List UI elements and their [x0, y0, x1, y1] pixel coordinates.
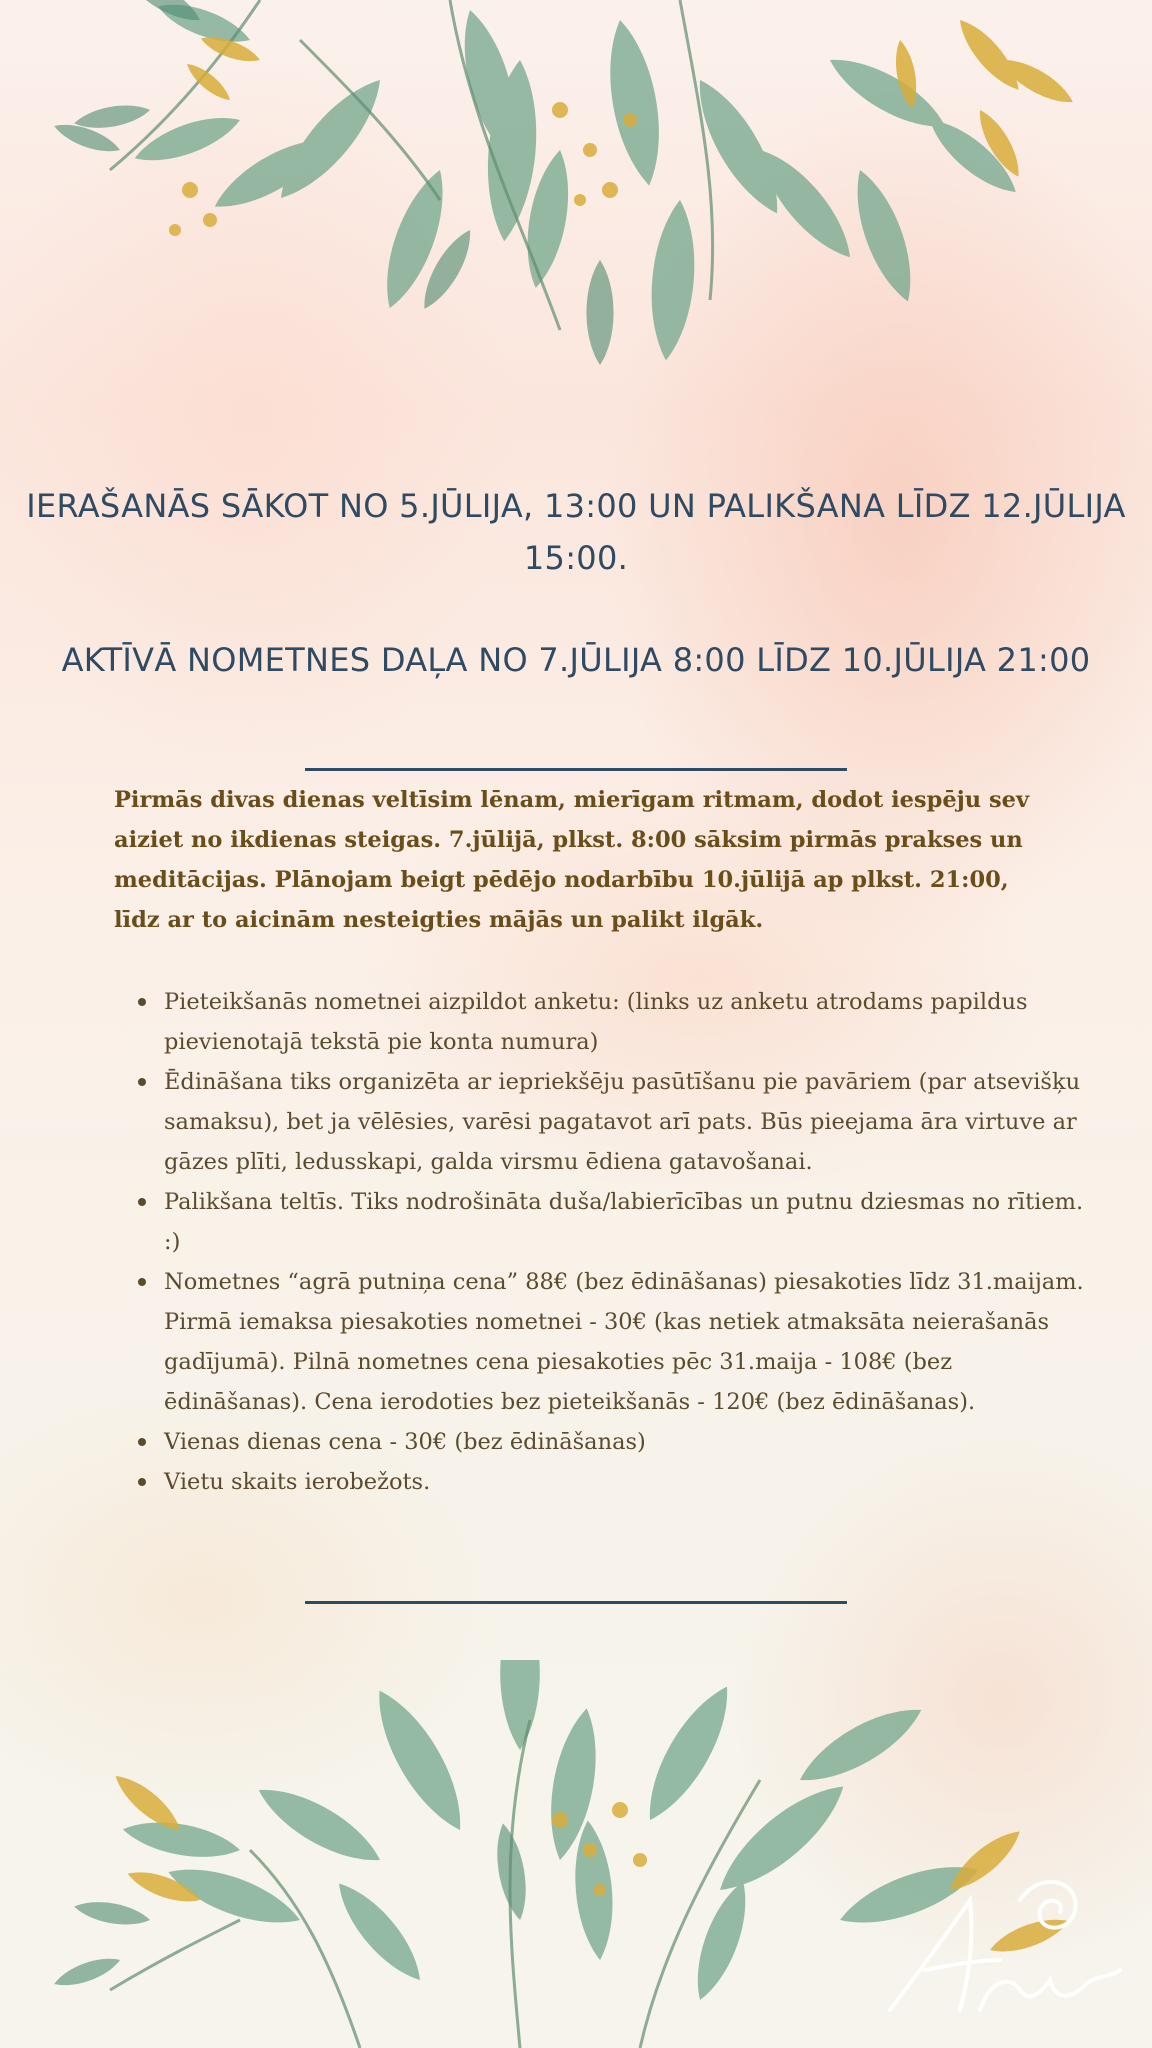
divider — [305, 1601, 847, 1604]
details-list — [114, 982, 1084, 1502]
leaf-branches-icon — [0, 0, 1152, 390]
list-item-pricing: Nometnes “agrā putniņa cena” 88€ (bez ēdināšanas) piesakoties līdz 31.maijam. Pirmā iemaksa piesakoties nometnei - 30€ (kas netiek atmaksāta neierašanās gadījumā). Pilnā nometnes cena piesakoties pēc 31.maija - 108€ (bez ēdināšanas). Cena ierodoties bez pieteikšanās - 120€ (bez ēdināšanas). — [164, 1262, 1084, 1422]
signature-logo-icon — [870, 1860, 1130, 2030]
list-item-day-price: Vienas dienas cena - 30€ (bez ēdināšanas) — [164, 1422, 1084, 1462]
divider — [305, 768, 847, 771]
list-item-limited-spots: Vietu skaits ierobežots. — [164, 1462, 1084, 1502]
arrival-departure-heading: IERAŠANĀS SĀKOT NO 5.JŪLIJA, 13:00 UN PALIKŠANA LĪDZ 12.JŪLIJA 15:00. — [26, 487, 1126, 577]
intro-paragraph: Pirmās divas dienas veltīsim lēnam, mierīgam ritmam, dodot iespēju sev aiziet no ikdienas steigas. 7.jūlijā, plkst. 8:00 sāksim pirmās prakses un meditācijas. Plānojam beigt pēdējo nodarbību 10.jūlijā ap plkst. 21:00, līdz ar to aicinām nesteigties mājās un palikt ilgāk. — [114, 787, 1030, 933]
list-item-registration: Pieteikšanās nometnei aizpildot anketu: (links uz anketu atrodams papildus pievienotajā tekstā pie konta numura) — [164, 982, 1084, 1062]
list-item-catering: Ēdināšana tiks organizēta ar iepriekšēju pasūtīšanu pie pavāriem (par atsevišķu samaksu), bet ja vēlēsies, varēsi pagatavot arī pats. Būs pieejama āra virtuve ar gāzes plīti, ledusskapi, galda virsmu ēdiena gatavošanai. — [164, 1062, 1084, 1182]
list-item-accommodation: Palikšana teltīs. Tiks nodrošināta duša/labierīcības un putnu dziesmas no rītiem. :) — [164, 1182, 1084, 1262]
active-period-heading: AKTĪVĀ NOMETNES DAĻA NO 7.JŪLIJA 8:00 LĪDZ 10.JŪLIJA 21:00 — [61, 641, 1091, 679]
